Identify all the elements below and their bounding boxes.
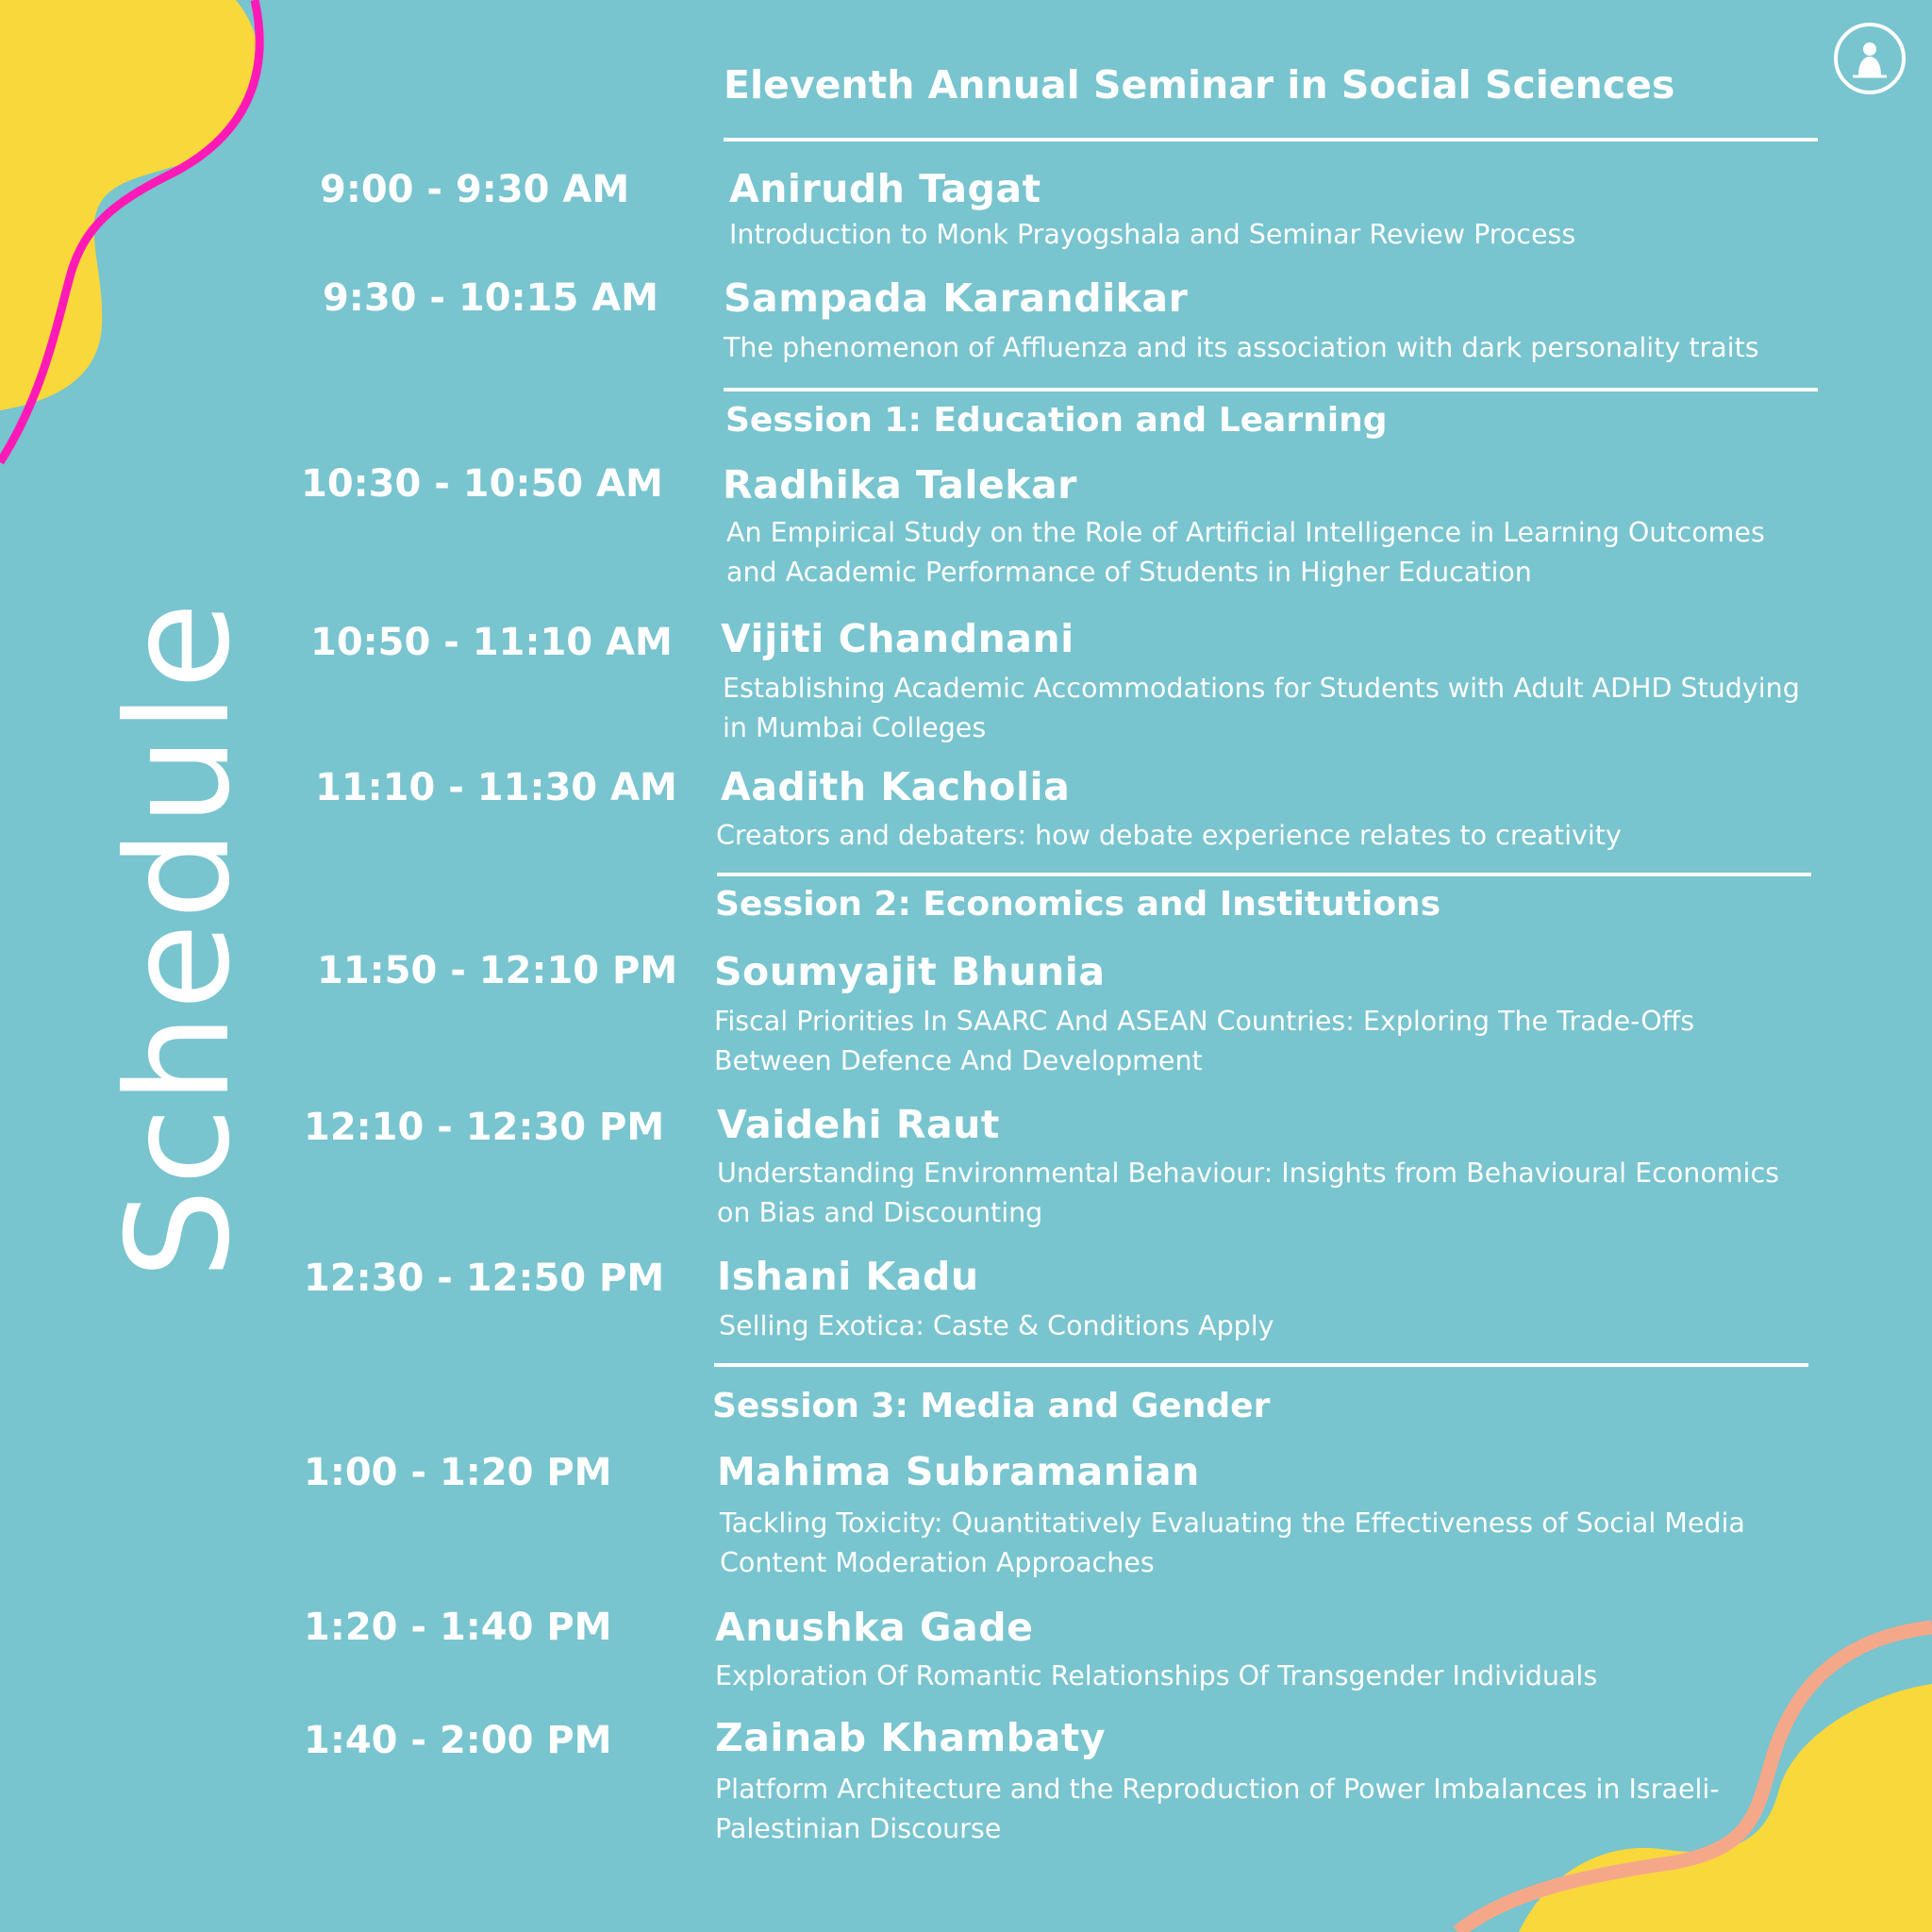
speaker-name: Mahima Subramanian bbox=[717, 1449, 1200, 1494]
talk-title-line: in Mumbai Colleges bbox=[723, 712, 987, 743]
talk-title bbox=[715, 1657, 1597, 1696]
talk-title-line: An Empirical Study on the Role of Artificial Intelligence in Learning Outcomes bbox=[726, 517, 1765, 548]
time-slot: 9:30 - 10:15 AM bbox=[323, 276, 658, 320]
talk-title bbox=[715, 1770, 1720, 1849]
talk-title-line: Content Moderation Approaches bbox=[720, 1547, 1155, 1578]
talk-title-line: Creators and debaters: how debate experience relates to creativity bbox=[716, 820, 1622, 851]
session-heading: Session 3: Media and Gender bbox=[712, 1387, 1271, 1425]
talk-title bbox=[724, 328, 1759, 368]
speaker-name: Ishani Kadu bbox=[717, 1254, 979, 1299]
speaker-name: Vaidehi Raut bbox=[717, 1102, 1000, 1147]
time-slot: 9:00 - 9:30 AM bbox=[320, 168, 630, 211]
talk-title-line: Establishing Academic Accommodations for Students with Adult ADHD Studying bbox=[723, 673, 1800, 704]
talk-title-line: Palestinian Discourse bbox=[715, 1813, 1002, 1844]
time-slot: 11:10 - 11:30 AM bbox=[315, 766, 677, 809]
talk-title-line: Between Defence And Development bbox=[714, 1045, 1203, 1076]
time-slot: 12:10 - 12:30 PM bbox=[304, 1106, 665, 1149]
talk-title-line: Platform Architecture and the Reproduction of Power Imbalances in Israeli- bbox=[715, 1774, 1720, 1805]
talk-title-line: Exploration Of Romantic Relationships Of Transgender Individuals bbox=[715, 1660, 1598, 1691]
talk-title bbox=[714, 1002, 1694, 1081]
top-left-yellow-blob bbox=[0, 0, 258, 410]
talk-title bbox=[726, 513, 1765, 592]
speaker-name: Soumyajit Bhunia bbox=[714, 949, 1106, 994]
section-divider bbox=[717, 873, 1811, 876]
talk-title-line: Selling Exotica: Caste & Conditions Apply bbox=[719, 1310, 1274, 1341]
speaker-name: Vijiti Chandnani bbox=[721, 616, 1074, 661]
talk-title bbox=[717, 1154, 1779, 1233]
talk-title-line: Understanding Environmental Behaviour: Insights from Behavioural Economics bbox=[717, 1158, 1779, 1189]
session-heading: Session 1: Education and Learning bbox=[725, 401, 1388, 440]
talk-title bbox=[723, 669, 1800, 748]
talk-title-line: on Bias and Discounting bbox=[717, 1197, 1043, 1228]
talk-title-line: Fiscal Priorities In SAARC And ASEAN Countries: Exploring The Trade-Offs bbox=[714, 1006, 1695, 1037]
time-slot: 11:50 - 12:10 PM bbox=[317, 949, 678, 992]
talk-title-line: Introduction to Monk Prayogshala and Seminar Review Process bbox=[729, 219, 1576, 250]
speaker-name: Radhika Talekar bbox=[723, 462, 1077, 508]
schedule-heading: Schedule bbox=[97, 598, 261, 1279]
time-slot: 1:20 - 1:40 PM bbox=[304, 1606, 612, 1649]
talk-title-line: The phenomenon of Affluenza and its association with dark personality traits bbox=[724, 332, 1759, 363]
time-slot: 1:40 - 2:00 PM bbox=[304, 1719, 612, 1762]
section-divider bbox=[714, 1363, 1808, 1367]
speaker-name: Anirudh Tagat bbox=[729, 166, 1041, 211]
time-slot: 10:30 - 10:50 AM bbox=[301, 462, 663, 506]
time-slot: 1:00 - 1:20 PM bbox=[304, 1451, 612, 1494]
talk-title bbox=[716, 816, 1622, 856]
time-slot: 12:30 - 12:50 PM bbox=[304, 1257, 665, 1300]
speaker-name: Anushka Gade bbox=[715, 1605, 1034, 1650]
seminar-title: Eleventh Annual Seminar in Social Sciences bbox=[724, 62, 1675, 108]
speaker-name: Sampada Karandikar bbox=[724, 275, 1189, 321]
talk-title bbox=[729, 215, 1575, 255]
speaker-name: Aadith Kacholia bbox=[721, 764, 1071, 809]
section-divider bbox=[724, 388, 1818, 391]
time-slot: 10:50 - 11:10 AM bbox=[310, 621, 673, 664]
session-heading: Session 2: Economics and Institutions bbox=[715, 885, 1441, 924]
seminar-logo bbox=[1834, 23, 1906, 94]
seated-figure-logo-icon bbox=[1838, 26, 1902, 91]
talk-title-line: Tackling Toxicity: Quantitatively Evaluating the Effectiveness of Social Media bbox=[720, 1507, 1745, 1539]
talk-title bbox=[720, 1504, 1745, 1583]
talk-title bbox=[719, 1307, 1274, 1346]
speaker-name: Zainab Khambaty bbox=[715, 1715, 1107, 1760]
talk-title-line: and Academic Performance of Students in Higher Education bbox=[726, 557, 1532, 588]
title-divider bbox=[724, 138, 1818, 142]
